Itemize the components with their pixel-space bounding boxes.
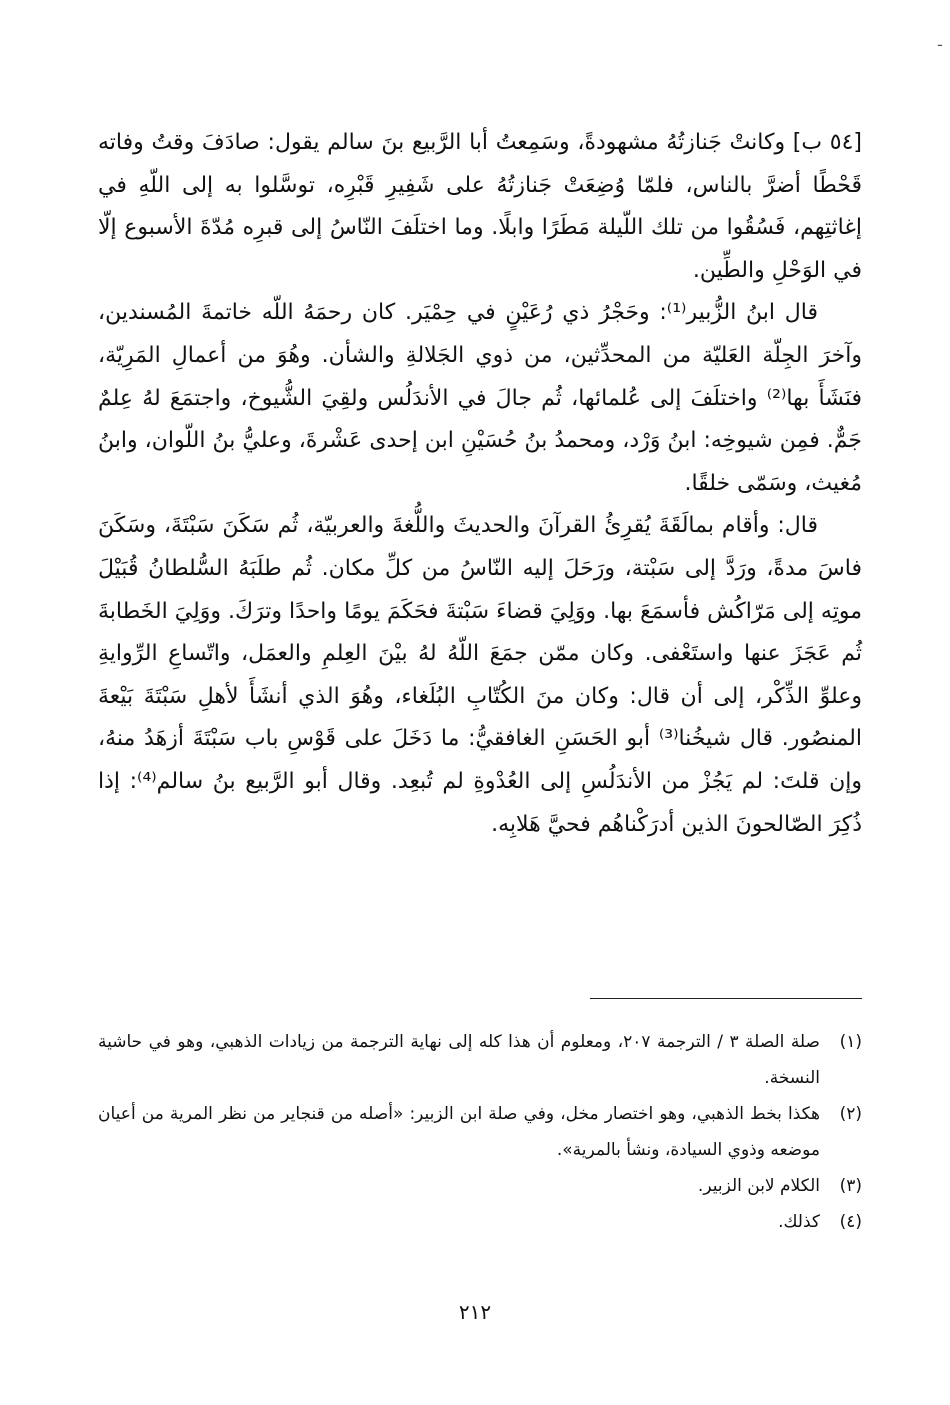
footnote-text: كذلك.	[778, 1212, 820, 1232]
footnote-3	[98, 1168, 862, 1204]
footnote-number: (٢)	[839, 1104, 862, 1124]
main-text	[98, 122, 862, 846]
footnote-text: هكذا بخط الذهبي، وهو اختصار مخل، وفي صلة ابن الزبير: «أصله من قنجاير من نظر المرية من أعيان موضعه وذوي السيادة، ونشأ بالمرية».	[98, 1104, 820, 1160]
footnote-4	[98, 1204, 862, 1240]
footnote-1	[98, 1024, 862, 1096]
paragraph-1: [٥٤ ب] وكانتْ جَنازتُهُ مشهودةً، وسَمِعتُ أبا الرَّبيع بنَ سالم يقول: صادَفَ وقتُ وفاته قَحْطًا أضرَّ بالناس، فلمّا وُضِعَتْ جَنازتُهُ على شَفِيرِ قَبْرِه، توسَّلوا به إلى اللّهِ في إغاثتِهم، فَسُقُوا من تلك اللّيلة مَطَرًا وابلًا. وما اختلَفَ النّاسُ إلى قبرِه مُدّةَ الأسبوع إلّا في الوَحْلِ والطِّين.	[98, 130, 862, 283]
footnotes	[98, 1024, 862, 1240]
page-number: ٢١٢	[458, 1300, 492, 1324]
footnote-number: (٤)	[839, 1212, 862, 1232]
footnote-separator	[590, 998, 862, 999]
footnote-text: الكلام لابن الزبير.	[697, 1176, 820, 1196]
footnote-2	[98, 1096, 862, 1168]
footnote-number: (١)	[839, 1032, 862, 1052]
corner-mark: ـ	[937, 34, 942, 50]
footnote-number: (٣)	[839, 1176, 862, 1196]
paragraph-2: قال ابنُ الزُّبير⁽¹⁾: وحَجْرُ ذي رُعَيْنٍ في حِمْيَر. كان رحمَهُ اللّه خاتمةَ المُسندين، وآخرَ الجِلّة العَليّة من المحدِّثين، من ذوي الجَلالةِ والشأن. وهُوَ من أعمالِ المَرِيّة، فنَشَأَ بها⁽²⁾ واختلَفَ إلى عُلمائها، ثُم جالَ في الأندَلُس ولقِيَ الشُّيوخ، واجتمَعَ لهُ عِلمٌ جَمٌّ. فمِن شيوخِه: ابنُ وَرْد، ومحمدُ بنُ حُسَيْنِ ابن إحدى عَشْرةَ، وعليُّ بنُ اللّوان، وابنُ مُغيث، وسَمّى خلقًا.	[98, 300, 862, 496]
footnote-text: صلة الصلة ٣ / الترجمة ٢٠٧، ومعلوم أن هذا كله إلى نهاية الترجمة من زيادات الذهبي، وهو في حاشية النسخة.	[98, 1032, 820, 1088]
paragraph-3: قال: وأقام بمالَقَةَ يُقرِئُ القرآنَ والحديثَ واللُّغةَ والعربيّة، ثُم سَكَنَ سَبْتَةَ، وسَكَنَ فاسَ مدةً، ورَدَّ إلى سَبْتة، ورَحَلَ إليه النّاسُ من كلِّ مكان. ثُم طلَبَهُ السُّلطانُ قُبَيْلَ موتِه إلى مَرّاكُش فأسمَعَ بها. ووَلِيَ قضاءَ سَبْتةَ فحَكَمَ يومًا واحدًا وترَكَ. ووَلِيَ الخَطابةَ ثُم عَجَزَ عنها واستَعْفى. وكان ممّن جمَعَ اللّهُ لهُ بيْنَ العِلمِ والعمَل، واتّساعِ الرِّوايةِ وعلوِّ الذِّكْر، إلى أن قال: وكان منَ الكُتّابِ البُلَغاء، وهُوَ الذي أنشَأَ لأهلِ سَبْتَةَ بَيْعةَ المنصُور. قال شيخُنا⁽³⁾ أبو الحَسَنِ الغافقيُّ: ما دَخَلَ على قَوْسِ باب سَبْتَةَ أزهَدُ منهُ، وإن قلتَ: لم يَجُزْ من الأندَلُسِ إلى العُدْوةِ لم تُبعِد. وقال أبو الرَّبيع بنُ سالم⁽⁴⁾: إذا ذُكِرَ الصّالحونَ الذين أدرَكْناهُم فحيَّ هَلابِه.	[98, 513, 862, 837]
